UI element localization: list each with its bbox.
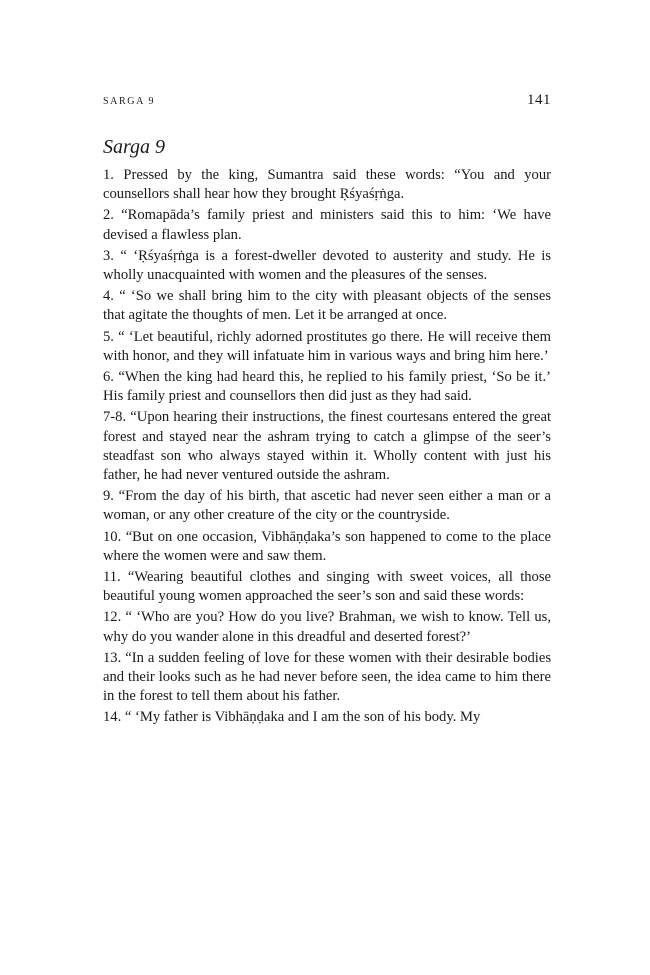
verse-list	[103, 166, 551, 728]
verse-12: 12. “ ‘Who are you? How do you live? Brahman, we wish to know. Tell us, why do you wander alone in this dreadful and deserted forest?’	[103, 609, 551, 645]
verse-1: 1. Pressed by the king, Sumantra said these words: “You and your counsellors shall hear how they brought Ṛśyaśṛṅga.	[103, 167, 551, 203]
verse-10: 10. “But on one occasion, Vibhāṇḍaka’s son happened to come to the place where the women were and saw them.	[103, 528, 551, 564]
verse-9: 9. “From the day of his birth, that ascetic had never seen either a man or a woman, or any other creature of the city or the countryside.	[103, 488, 551, 524]
verse-6: 6. “When the king had heard this, he replied to his family priest, ‘So be it.’ His family priest and counsellors then did just as they had said.	[103, 369, 551, 405]
verse-2: 2. “Romapāda’s family priest and ministers said this to him: ‘We have devised a flawless plan.	[103, 207, 551, 243]
verse-7-8: 7-8. “Upon hearing their instructions, the finest courtesans entered the great forest and stayed near the ashram trying to catch a glimpse of the seer’s steadfast son who always stayed within it. Wholly content with just his father, he had never ventured outside the ashram.	[103, 409, 551, 484]
chapter-title: Sarga 9	[103, 136, 166, 158]
verse-11: 11. “Wearing beautiful clothes and singing with sweet voices, all those beautiful young women approached the seer’s son and said these words:	[103, 569, 551, 605]
verse-13: 13. “In a sudden feeling of love for these women with their desirable bodies and their looks such as he had never before seen, the idea came to him there in the forest to tell them about his father.	[103, 649, 551, 705]
book-page	[103, 92, 551, 730]
running-head	[103, 92, 551, 114]
page-number: 141	[527, 92, 551, 108]
verse-3: 3. “ ‘Ṛśyaśṛṅga is a forest-dweller devoted to austerity and study. He is wholly unacquainted with women and the pleasures of the senses.	[103, 247, 551, 284]
verse-5: 5. “ ‘Let beautiful, richly adorned prostitutes go there. He will receive them with honor, and they will infatuate him in various ways and bring him here.’	[103, 328, 551, 364]
verse-14: 14. “ ‘My father is Vibhāṇḍaka and I am the son of his body. My	[103, 709, 481, 726]
running-head-section: SARGA 9	[103, 96, 156, 107]
verse-4: 4. “ ‘So we shall bring him to the city with pleasant objects of the senses that agitate the thoughts of men. Let it be arranged at once.	[103, 288, 551, 324]
